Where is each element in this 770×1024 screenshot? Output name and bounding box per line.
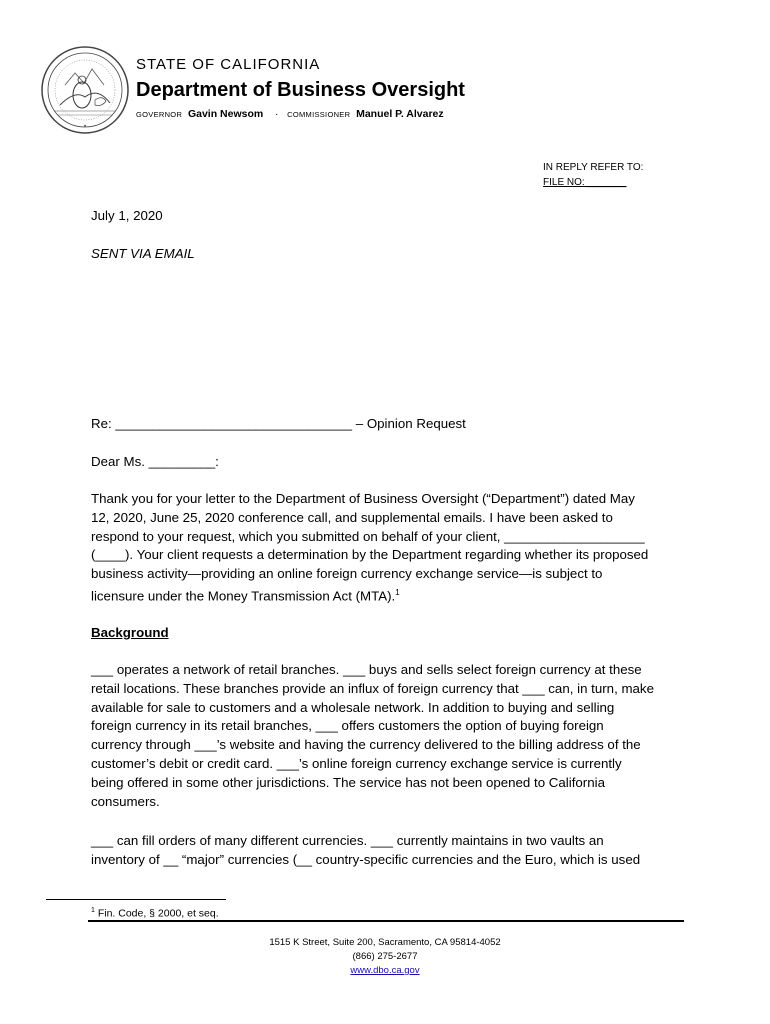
governor-role: GOVERNOR <box>136 110 183 119</box>
commissioner-name: Manuel P. Alvarez <box>356 108 444 120</box>
commissioner-role: COMMISSIONER <box>287 110 351 119</box>
background-paragraph-1 <box>91 661 691 811</box>
paragraph-line: business activity—providing an online foreign currency exchange service—is subject to <box>91 566 603 582</box>
footnote-number: 1 <box>91 907 95 914</box>
paragraph-line: consumers. <box>91 793 160 809</box>
paragraph-line: respond to your request, which you submitted on behalf of your client, ___________________ <box>91 528 645 544</box>
paragraph-line: (____). Your client requests a determination by the Department regarding whether its proposed <box>91 547 649 563</box>
footer-phone: (866) 275-2677 <box>352 951 418 962</box>
footnote <box>91 907 219 920</box>
state-seal-icon <box>40 45 130 135</box>
paragraph-line: currency through ___’s website and having the currency delivered to the billing address of the <box>91 737 641 753</box>
officials-line <box>136 108 447 120</box>
footer-website-link[interactable]: www.dbo.ca.gov <box>350 965 420 976</box>
paragraph-line: 12, 2020, June 25, 2020 conference call, and supplemental emails. I have been asked to <box>91 509 613 525</box>
paragraph-line: ___ can fill orders of many different currencies. ___ currently maintains in two vaults an <box>91 833 604 848</box>
footer-divider <box>88 920 684 922</box>
paragraph-line: foreign currency in its retail branches, ___ offers customers the option of buying foreign <box>91 718 604 734</box>
svg-text:★: ★ <box>83 123 87 128</box>
paragraph-line: being offered in some other jurisdictions. The service has not been opened to California <box>91 774 605 790</box>
paragraph-line <box>91 584 691 606</box>
letter-date: July 1, 2020 <box>91 208 163 223</box>
salutation: Dear Ms. _________: <box>91 454 219 469</box>
paragraph-line: available for sale to customers and a wholesale network. In addition to buying and selling <box>91 699 615 715</box>
file-number: FILE NO: _______ <box>543 177 627 188</box>
delivery-method: SENT VIA EMAIL <box>91 246 195 261</box>
paragraph-line: retail locations. These branches provide an influx of foreign currency that ___ can, in turn, make <box>91 680 654 696</box>
footnote-text: Fin. Code, § 2000, et seq. <box>94 907 219 920</box>
footer-address: 1515 K Street, Suite 200, Sacramento, CA 95814-4052 <box>269 937 501 948</box>
background-paragraph-2 <box>91 832 691 870</box>
reply-block <box>543 160 643 190</box>
footnote-reference: 1 <box>395 587 400 597</box>
officials-separator: · <box>275 109 279 120</box>
background-heading: Background <box>91 625 169 640</box>
paragraph-line: Thank you for your letter to the Department of Business Oversight (“Department”) dated May <box>91 491 635 506</box>
footer <box>0 936 770 978</box>
intro-paragraph <box>91 490 691 606</box>
footnote-divider <box>46 899 226 900</box>
governor-name: Gavin Newsom <box>187 108 264 120</box>
paragraph-line: customer’s debit or credit card. ___’s online foreign currency exchange service is currently <box>91 755 622 771</box>
state-name: STATE OF CALIFORNIA <box>136 56 321 73</box>
department-name: Department of Business Oversight <box>136 79 465 101</box>
re-line: Re: ________________________________ – Opinion Request <box>91 416 466 431</box>
paragraph-line: inventory of __ “major” currencies (__ country-specific currencies and the Euro, which is used <box>91 851 641 867</box>
reply-refer: IN REPLY REFER TO: <box>543 162 644 173</box>
paragraph-line-text: licensure under the Money Transmission Act (MTA). <box>91 588 396 604</box>
paragraph-line: ___ operates a network of retail branches. ___ buys and sells select foreign currency at these <box>91 662 642 677</box>
